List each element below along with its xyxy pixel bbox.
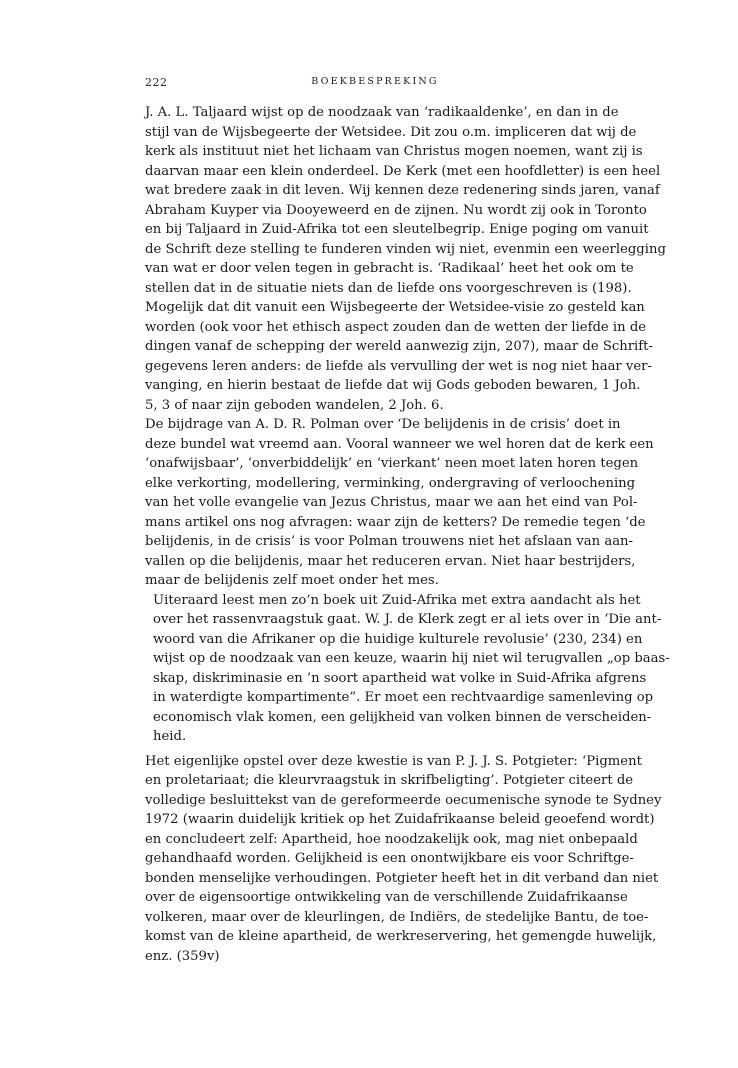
text-line: deze bundel wat vreemd aan. Vooral wanneer we wel horen dat de kerk een	[145, 436, 654, 452]
text-line: gegevens leren anders: de liefde als vervulling der wet is nog niet haar ver-	[145, 358, 652, 374]
text-line: bonden menselijke verhoudingen. Potgieter heeft het in dit verband dan niet	[145, 870, 659, 886]
running-head: BOEKBESPREKING	[311, 76, 439, 87]
text-line: dingen vanaf de schepping der wereld aanwezig zijn, 207), maar de Schrift-	[145, 339, 653, 354]
text-line: over het rassenvraagstuk gaat. W. J. de Klerk zegt er al iets over in ‘Die ant-	[153, 612, 662, 627]
text-line: Mogelijk dat dit vanuit een Wijsbegeerte der Wetsidee-visie zo gesteld kan	[145, 300, 645, 315]
text-line: gehandhaafd worden. Gelijkheid is een onontwijkbare eis voor Schriftge-	[145, 851, 634, 866]
text-line: skap, diskriminasie en ’n soort apartheid wat volke in Suid-Afrika afgrens	[153, 670, 647, 686]
text-line: maar de belijdenis zelf moet onder het mes.	[145, 573, 439, 588]
text-line: vallen op die belijdenis, maar het reduceren ervan. Niet haar bestrijders,	[145, 553, 636, 569]
paragraph-1	[145, 103, 666, 415]
text-line: heid.	[153, 729, 187, 744]
text-line: van het volle evangelie van Jezus Christus, maar we aan het eind van Pol-	[145, 495, 638, 510]
paragraph-3	[145, 591, 670, 747]
text-line: J. A. L. Taljaard wijst op de noodzaak van ‘radikaaldenke’, en dan in de	[145, 105, 619, 120]
text-line: Het eigenlijke opstel over deze kwestie is van P. J. J. S. Potgieter: ‘Pigment	[145, 753, 642, 769]
text-line: over de eigensoortige ontwikkeling van de verschillende Zuidafrikaanse	[145, 890, 628, 905]
text-line: wat bredere zaak in dit leven. Wij kennen deze redenering sinds jaren, vanaf	[145, 183, 660, 198]
page-number: 222	[145, 76, 168, 89]
text-line: daarvan maar een klein onderdeel. De Kerk (met een hoofdletter) is een heel	[145, 163, 661, 179]
text-line: Abraham Kuyper via Dooyeweerd en de zijnen. Nu wordt zij ook in Toronto	[145, 202, 647, 218]
text-line: en concludeert zelf: Apartheid, hoe noodzakelijk ook, mag niet onbepaald	[145, 831, 638, 847]
text-line: 1972 (waarin duidelijk kritiek op het Zuidafrikaanse beleid geoefend wordt)	[145, 812, 655, 827]
text-line: elke verkorting, modellering, verminking, ondergraving of verloochening	[145, 475, 636, 491]
text-line: ‘onafwijsbaar’, ‘onverbiddelijk’ en ‘vierkant’ neen moet laten horen tegen	[145, 456, 639, 471]
text-line: komst van de kleine apartheid, de werkreservering, het gemengde huwelijk,	[145, 929, 657, 944]
text-line: economisch vlak komen, een gelijkheid van volken binnen de verscheiden-	[153, 709, 652, 725]
text-line: volkeren, maar over de kleurlingen, de Indiërs, de stedelijke Bantu, de toe-	[145, 909, 649, 925]
text-line: belijdenis, in de crisis’ is voor Polman trouwens niet het afslaan van aan-	[145, 534, 634, 549]
text-line: vanging, en hierin bestaat de liefde dat wij Gods geboden bewaren, 1 Joh.	[145, 378, 641, 393]
text-line: en proletariaat; die kleurvraagstuk in skrifbeligting’. Potgieter citeert de	[145, 773, 634, 788]
text-line: in waterdigte kompartimente”. Er moet een rechtvaardige samenleving op	[153, 690, 654, 705]
text-line: volledige besluittekst van de gereformeerde oecumenische synode te Sydney	[145, 792, 662, 808]
text-line: en bij Taljaard in Zuid-Afrika tot een sleutelbegrip. Enige poging om vanuit	[145, 222, 649, 237]
text-line: de Schrift deze stelling te funderen vinden wij niet, evenmin een weerlegging	[145, 241, 666, 257]
text-line: enz. (359v)	[145, 948, 220, 964]
text-line: stellen dat in de situatie niets dan de liefde ons voorgeschreven is (198).	[145, 280, 632, 296]
body-text	[145, 103, 670, 966]
text-line: De bijdrage van A. D. R. Polman over ‘De belijdenis in de crisis’ doet in	[145, 417, 621, 432]
paragraph-2	[145, 415, 654, 591]
text-line: wijst op de noodzaak van een keuze, waarin hij niet wil terugvallen „op baas-	[153, 651, 670, 666]
text-line: 5, 3 of naar zijn geboden wandelen, 2 Joh. 6.	[145, 397, 444, 413]
text-line: Uiteraard leest men zo’n boek uit Zuid-Afrika met extra aandacht als het	[153, 592, 641, 608]
text-line: worden (ook voor het ethisch aspect zouden dan de wetten der liefde in de	[145, 319, 647, 335]
text-line: van wat er door velen tegen in gebracht is. ‘Radikaal’ heet het ook om te	[145, 261, 634, 276]
paragraph-4	[145, 752, 662, 967]
text-line: stijl van de Wijsbegeerte der Wetsidee. Dit zou o.m. impliceren dat wij de	[145, 124, 637, 140]
text-line: woord van die Afrikaner op die huidige kulturele revolusie’ (230, 234) en	[153, 631, 643, 647]
text-line: mans artikel ons nog afvragen: waar zijn de ketters? De remedie tegen ‘de	[145, 514, 646, 530]
text-line: kerk als instituut niet het lichaam van Christus mogen noemen, want zij is	[145, 144, 643, 159]
page-header	[145, 76, 605, 92]
